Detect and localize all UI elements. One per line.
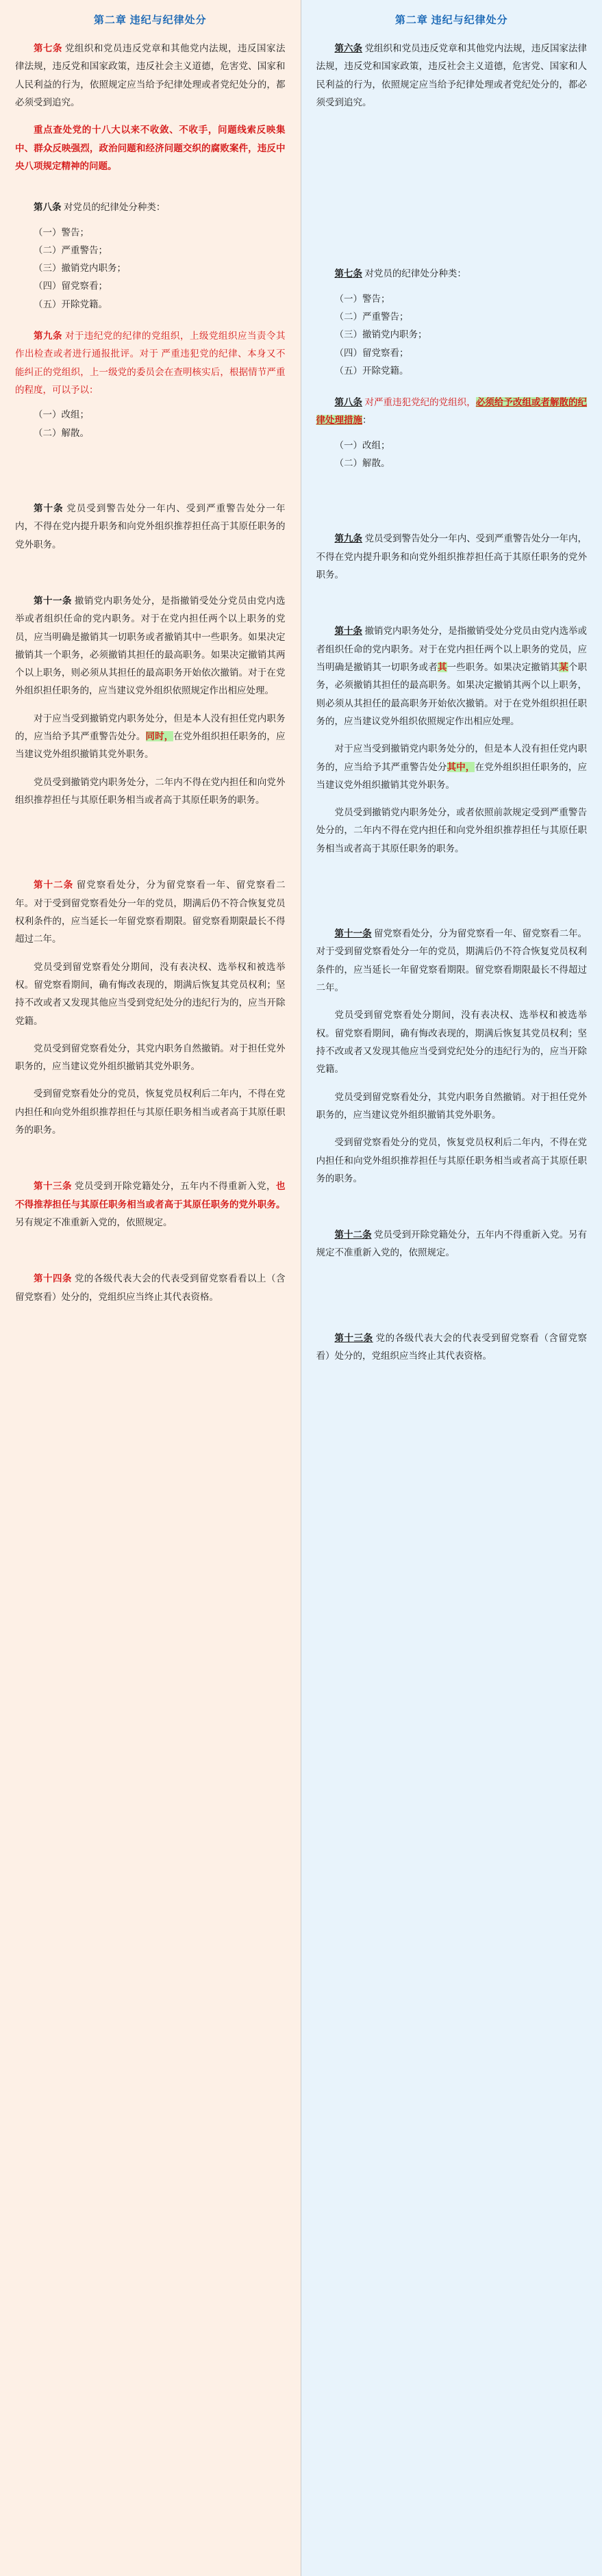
left-article-7-emphasis: 重点查处党的十八大以来不收敛、不收手，问题线索反映集中、群众反映强烈，政治问题和经济问题交织的腐败案件，违反中央八项规定精神的问题。 xyxy=(15,125,286,171)
left-article-8-number: 第八条 xyxy=(34,202,62,213)
right-article-10-highlight-2: 某 xyxy=(559,661,568,672)
right-article-11-body-1: 留党察看处分，分为留党察看一年、留党察看二年。对于受到留党察看处分一年的党员，期满后仍不符合恢复党员权利条件的，应当延长一年留党察看期限。留党察看期限最长不得超过二年。 xyxy=(316,928,588,993)
left-article-8 xyxy=(15,199,286,216)
right-article-13-number: 第十三条 xyxy=(334,1332,373,1343)
left-article-9 xyxy=(15,327,286,399)
right-article-10-highlight-3: 其中， xyxy=(447,761,475,772)
right-article-7-number: 第七条 xyxy=(334,268,362,279)
left-article-9-body-1: 对于违纪党的纪律的党组织，上级党组织应当责令其作出检查或者进行通报批评。对于 xyxy=(15,331,286,359)
right-article-8-highlight: 必须给予改组或者解散的纪律处理措施 xyxy=(316,397,588,426)
left-spacer-1 xyxy=(15,185,286,199)
left-spacer-4 xyxy=(15,563,286,592)
right-article-10-body-1c: 个职务，必须撤销其担任的最高职务。如果决定撤销其两个以上职务，则必须从其担任的最高职务开始依次撤销。对于在党外组织担任职务的，应当建议党外组织依照规定作出相应处理。 xyxy=(316,661,588,726)
left-article-8-item-2: （二）严重警告； xyxy=(34,244,108,255)
right-article-11-body-3: 党员受到留党察看处分，其党内职务自然撤销。对于担任党外职务的，应当建议党外组织撤销其党外职务。 xyxy=(316,1091,587,1120)
right-article-10-highlight-1: 其 xyxy=(437,661,447,672)
right-article-7-item-1: （一）警告； xyxy=(334,293,390,304)
right-article-7-item-3: （三）撤销党内职务； xyxy=(334,329,427,340)
left-article-11-body-1: 撤销党内职务处分，是指撤销受处分党员由党内选举或者组织任命的党内职务。对于在党内担任两个以上职务的党员，应当明确是撤销其一切职务或者撤销其中一些职务。如果决定撤销其一个职务，必须撤销其担任的最高职务。如果决定撤销其两个以上职务，则必须从其担任的最高职务开始依次撤销。对于在党外组织担任职务的，应当建议党外组织依照规定作出相应处理。 xyxy=(15,595,286,696)
left-article-11-p2 xyxy=(15,710,286,764)
left-article-11-body-2: 对于应当受到撤销党内职务处分，但是本人没有担任党内职务的，应当给予其 xyxy=(15,713,286,742)
right-article-11-number: 第十一条 xyxy=(334,928,372,939)
right-article-8-item-1: （一）改组； xyxy=(334,439,390,450)
right-chapter-title: 第二章 违纪与纪律处分 xyxy=(394,15,508,26)
right-spacer-1b xyxy=(316,179,588,236)
left-article-12-number: 第十二条 xyxy=(34,880,74,891)
right-article-6-body: 党组织和党员违反党章和其他党内法规，违反国家法律法规，违反党和国家政策，违反社会主义道德，危害党、国家和人民利益的行为，依照规定应当给予纪律处理或者党纪处分的，都必须受到追究。 xyxy=(316,43,588,107)
right-spacer-7 xyxy=(316,1272,588,1301)
left-article-8-item-4: （四）留党察看； xyxy=(34,281,108,292)
right-article-6 xyxy=(316,40,588,112)
left-article-10-body: 党员受到警告处分一年内、受到严重警告处分一年内，不得在党内提升职务和向党外组织推荐担任高于其原任职务的党外职务。 xyxy=(15,502,286,550)
right-article-11-p3 xyxy=(316,1088,588,1125)
left-article-7-body: 党组织和党员违反党章和其他党内法规，违反国家法律法规，违反党和国家政策，违反社会主义道德，危害党、国家和人民利益的行为，依照规定应当给予纪律处理或者党纪处分的，都必须受到追究。 xyxy=(15,43,286,107)
left-article-11-highlight-2: 同时， xyxy=(145,731,174,742)
left-article-7 xyxy=(15,40,286,112)
left-spacer-5 xyxy=(15,819,286,876)
left-spacer-2 xyxy=(15,314,286,327)
right-version-column xyxy=(301,0,602,2576)
right-article-10-p2 xyxy=(316,740,588,794)
right-spacer-4 xyxy=(316,594,588,622)
left-article-11-body-2c: 在党外组织担任职务的，应当建议党外组织撤销其党外职务。 xyxy=(15,731,286,760)
left-article-8-body: 对党员的纪律处分种类： xyxy=(63,202,166,213)
left-article-8-item-3: （三）撤销党内职务； xyxy=(34,263,126,274)
left-article-13-body-1: 党员受到开除党籍处分，五年内不得重新入党， xyxy=(74,1181,277,1192)
right-article-11-body-2: 党员受到留党察看处分期间，没有表决权、选举权和被选举权。留党察看期间，确有悔改表现的，期满后恢复其党员权利；坚持不改或者又发现其他应当受到党纪处分的违纪行为的，应当开除党籍。 xyxy=(316,1010,587,1075)
right-article-8-body-2: ： xyxy=(362,415,372,426)
right-article-11-p2 xyxy=(316,1006,588,1078)
right-article-8-body-1: 对严重违犯党纪的党组织， xyxy=(364,397,476,408)
right-article-12-body: 党员受到开除党籍处分，五年内不得重新入党。另有规定不准重新入党的，依照规定。 xyxy=(316,1229,588,1258)
left-article-10 xyxy=(15,500,286,554)
right-article-10-body-2b: 严重警告处分 xyxy=(390,761,447,772)
left-article-12-body-1: 留党察看处分，分为留党察看一年、留党察看二年。对于受到留党察看处分一年的党员，期满后仍不符合恢复党员权利条件的，应当延长一年留党察看期限。留党察看期限最长不得超过二年。 xyxy=(15,880,286,945)
right-article-10-p1 xyxy=(316,622,588,730)
left-article-12-body-4: 受到留党察看处分的党员，恢复党员权利后二年内，不得在党内担任和向党外组织推荐担任与其原任职务相当或者高于其原任职务的职务。 xyxy=(15,1088,286,1136)
right-article-7-item-4: （四）留党察看； xyxy=(334,347,409,358)
left-article-13-emphasis: 也不得推荐担任与其原任职务相当或者高于其原任职务的党外职务。 xyxy=(15,1181,286,1210)
right-article-8-number: 第八条 xyxy=(334,397,363,408)
right-article-10-number: 第十条 xyxy=(334,626,363,637)
left-article-12-body-3: 党员受到留党察看处分，其党内职务自然撤销。对于担任党外职务的，应当建议党外组织撤销其党外职务。 xyxy=(15,1043,286,1072)
left-article-12-p3 xyxy=(15,1040,286,1076)
right-article-10-p3 xyxy=(316,804,588,858)
left-article-7-number: 第七条 xyxy=(34,43,63,53)
right-article-8 xyxy=(316,394,588,430)
right-article-9-number: 第九条 xyxy=(334,533,363,544)
left-article-9-item-2: （二）解散。 xyxy=(34,427,89,438)
left-article-12-p2 xyxy=(15,958,286,1030)
left-article-14-body: 党的各级代表大会的代表受到留党察看看以上（含留党察看）处分的，党组织应当终止其代表资格。 xyxy=(15,1273,286,1302)
left-article-14-number: 第十四条 xyxy=(34,1273,73,1284)
right-spacer-6 xyxy=(316,1197,588,1226)
right-article-7-item-2: （二）严重警告； xyxy=(334,311,409,322)
left-article-8-item-1: （一）警告； xyxy=(34,227,89,238)
left-article-9-item-1: （一）改组； xyxy=(34,409,89,420)
left-article-10-number: 第十条 xyxy=(34,502,64,513)
right-article-7 xyxy=(316,265,588,283)
left-article-11-body-3: 党员受到撤销党内职务处分，二年内不得在党内担任和向党外组织推荐担任与其原任职务相当或者高于其原任职务的职务。 xyxy=(15,776,286,805)
right-article-13-body: 党的各级代表大会的代表受到留党察看（含留党察看）处分的，党组织应当终止其代表资格。 xyxy=(316,1332,588,1362)
left-article-13 xyxy=(15,1177,286,1232)
right-article-7-body: 对党员的纪律处分种类： xyxy=(364,268,466,279)
right-article-11-p4 xyxy=(316,1134,588,1188)
right-article-8-item-2: （二）解散。 xyxy=(334,458,390,469)
left-article-11-number: 第十一条 xyxy=(34,595,73,606)
left-chapter-title: 第二章 违纪与纪律处分 xyxy=(93,15,207,26)
right-article-11-p1 xyxy=(316,925,588,997)
right-spacer-5 xyxy=(316,867,588,925)
left-article-13-number: 第十三条 xyxy=(34,1181,73,1192)
left-spacer-6 xyxy=(15,1149,286,1177)
right-article-9 xyxy=(316,530,588,584)
right-article-12-number: 第十二条 xyxy=(334,1229,372,1240)
right-spacer-7b xyxy=(316,1301,588,1329)
right-article-10-body-2c: 在党外组织担任职务的，应当建议党外组织撤销其党外职务。 xyxy=(316,761,588,790)
left-article-8-item-5: （五）开除党籍。 xyxy=(34,298,108,309)
left-article-11-p3 xyxy=(15,774,286,810)
left-article-11-p1 xyxy=(15,592,286,700)
right-article-10-body-1: 撤销党内职务处分，是指撤销受处分党员由党内选举或者组织任命的党内职务。对于在党内担任两个以上职务的党员，应当明确是撤销其一切职务或者 xyxy=(316,626,588,672)
right-article-10-body-1b: 一些职务。如果决定撤销其 xyxy=(447,661,560,672)
right-article-10-body-2a: 对于应当受到撤销党内职务处分的，但是本人没有担任党内职务的，应当给予其 xyxy=(316,743,587,772)
right-spacer-1c xyxy=(316,236,588,265)
left-article-12-p1 xyxy=(15,876,286,948)
left-article-9-body-2: 严重违犯党的纪律、本身又不能纠正的党组织，上一级党的委员会在查明核实后，根据情节严重的程度，可以予以： xyxy=(15,348,286,395)
left-article-13-body-2: 另有规定不准重新入党的，依照规定。 xyxy=(15,1217,173,1227)
right-article-11-body-4: 受到留党察看处分的党员，恢复党员权利后二年内，不得在党内担任和向党外组织推荐担任与其原任职务相当或者高于其原任职务的职务。 xyxy=(316,1137,587,1184)
right-article-12 xyxy=(316,1226,588,1262)
right-article-6-number: 第六条 xyxy=(334,43,363,53)
left-article-14 xyxy=(15,1270,286,1306)
right-article-10-body-3: 党员受到撤销党内职务处分，或者依照前款规定受到严重警告处分的，二年内不得在党内担任和向党外组织推荐担任与其原任职务相当或者高于其原任职务的职务。 xyxy=(316,807,587,854)
right-article-13 xyxy=(316,1329,588,1366)
right-article-9-body: 党员受到警告处分一年内、受到严重警告处分一年内，不得在党内提升职务和向党外组织推荐担任高于其原任职务的党外职务。 xyxy=(316,533,588,580)
right-spacer-3 xyxy=(316,472,588,530)
left-article-12-p4 xyxy=(15,1085,286,1139)
left-article-9-number: 第九条 xyxy=(34,331,63,342)
left-article-11-body-2b: 严重警告处分。 xyxy=(80,731,146,742)
right-spacer-1 xyxy=(316,121,588,179)
right-article-7-item-5: （五）开除党籍。 xyxy=(334,365,409,376)
left-article-12-body-2: 党员受到留党察看处分期间，没有表决权、选举权和被选举权。留党察看期间，确有悔改表现的，期满后恢复其党员权利；坚持不改或者又发现其他应当受到党纪处分的违纪行为的，应当开除党籍。 xyxy=(15,961,286,1026)
right-spacer-2 xyxy=(316,380,588,394)
left-spacer-3 xyxy=(15,442,286,500)
left-spacer-7 xyxy=(15,1241,286,1270)
